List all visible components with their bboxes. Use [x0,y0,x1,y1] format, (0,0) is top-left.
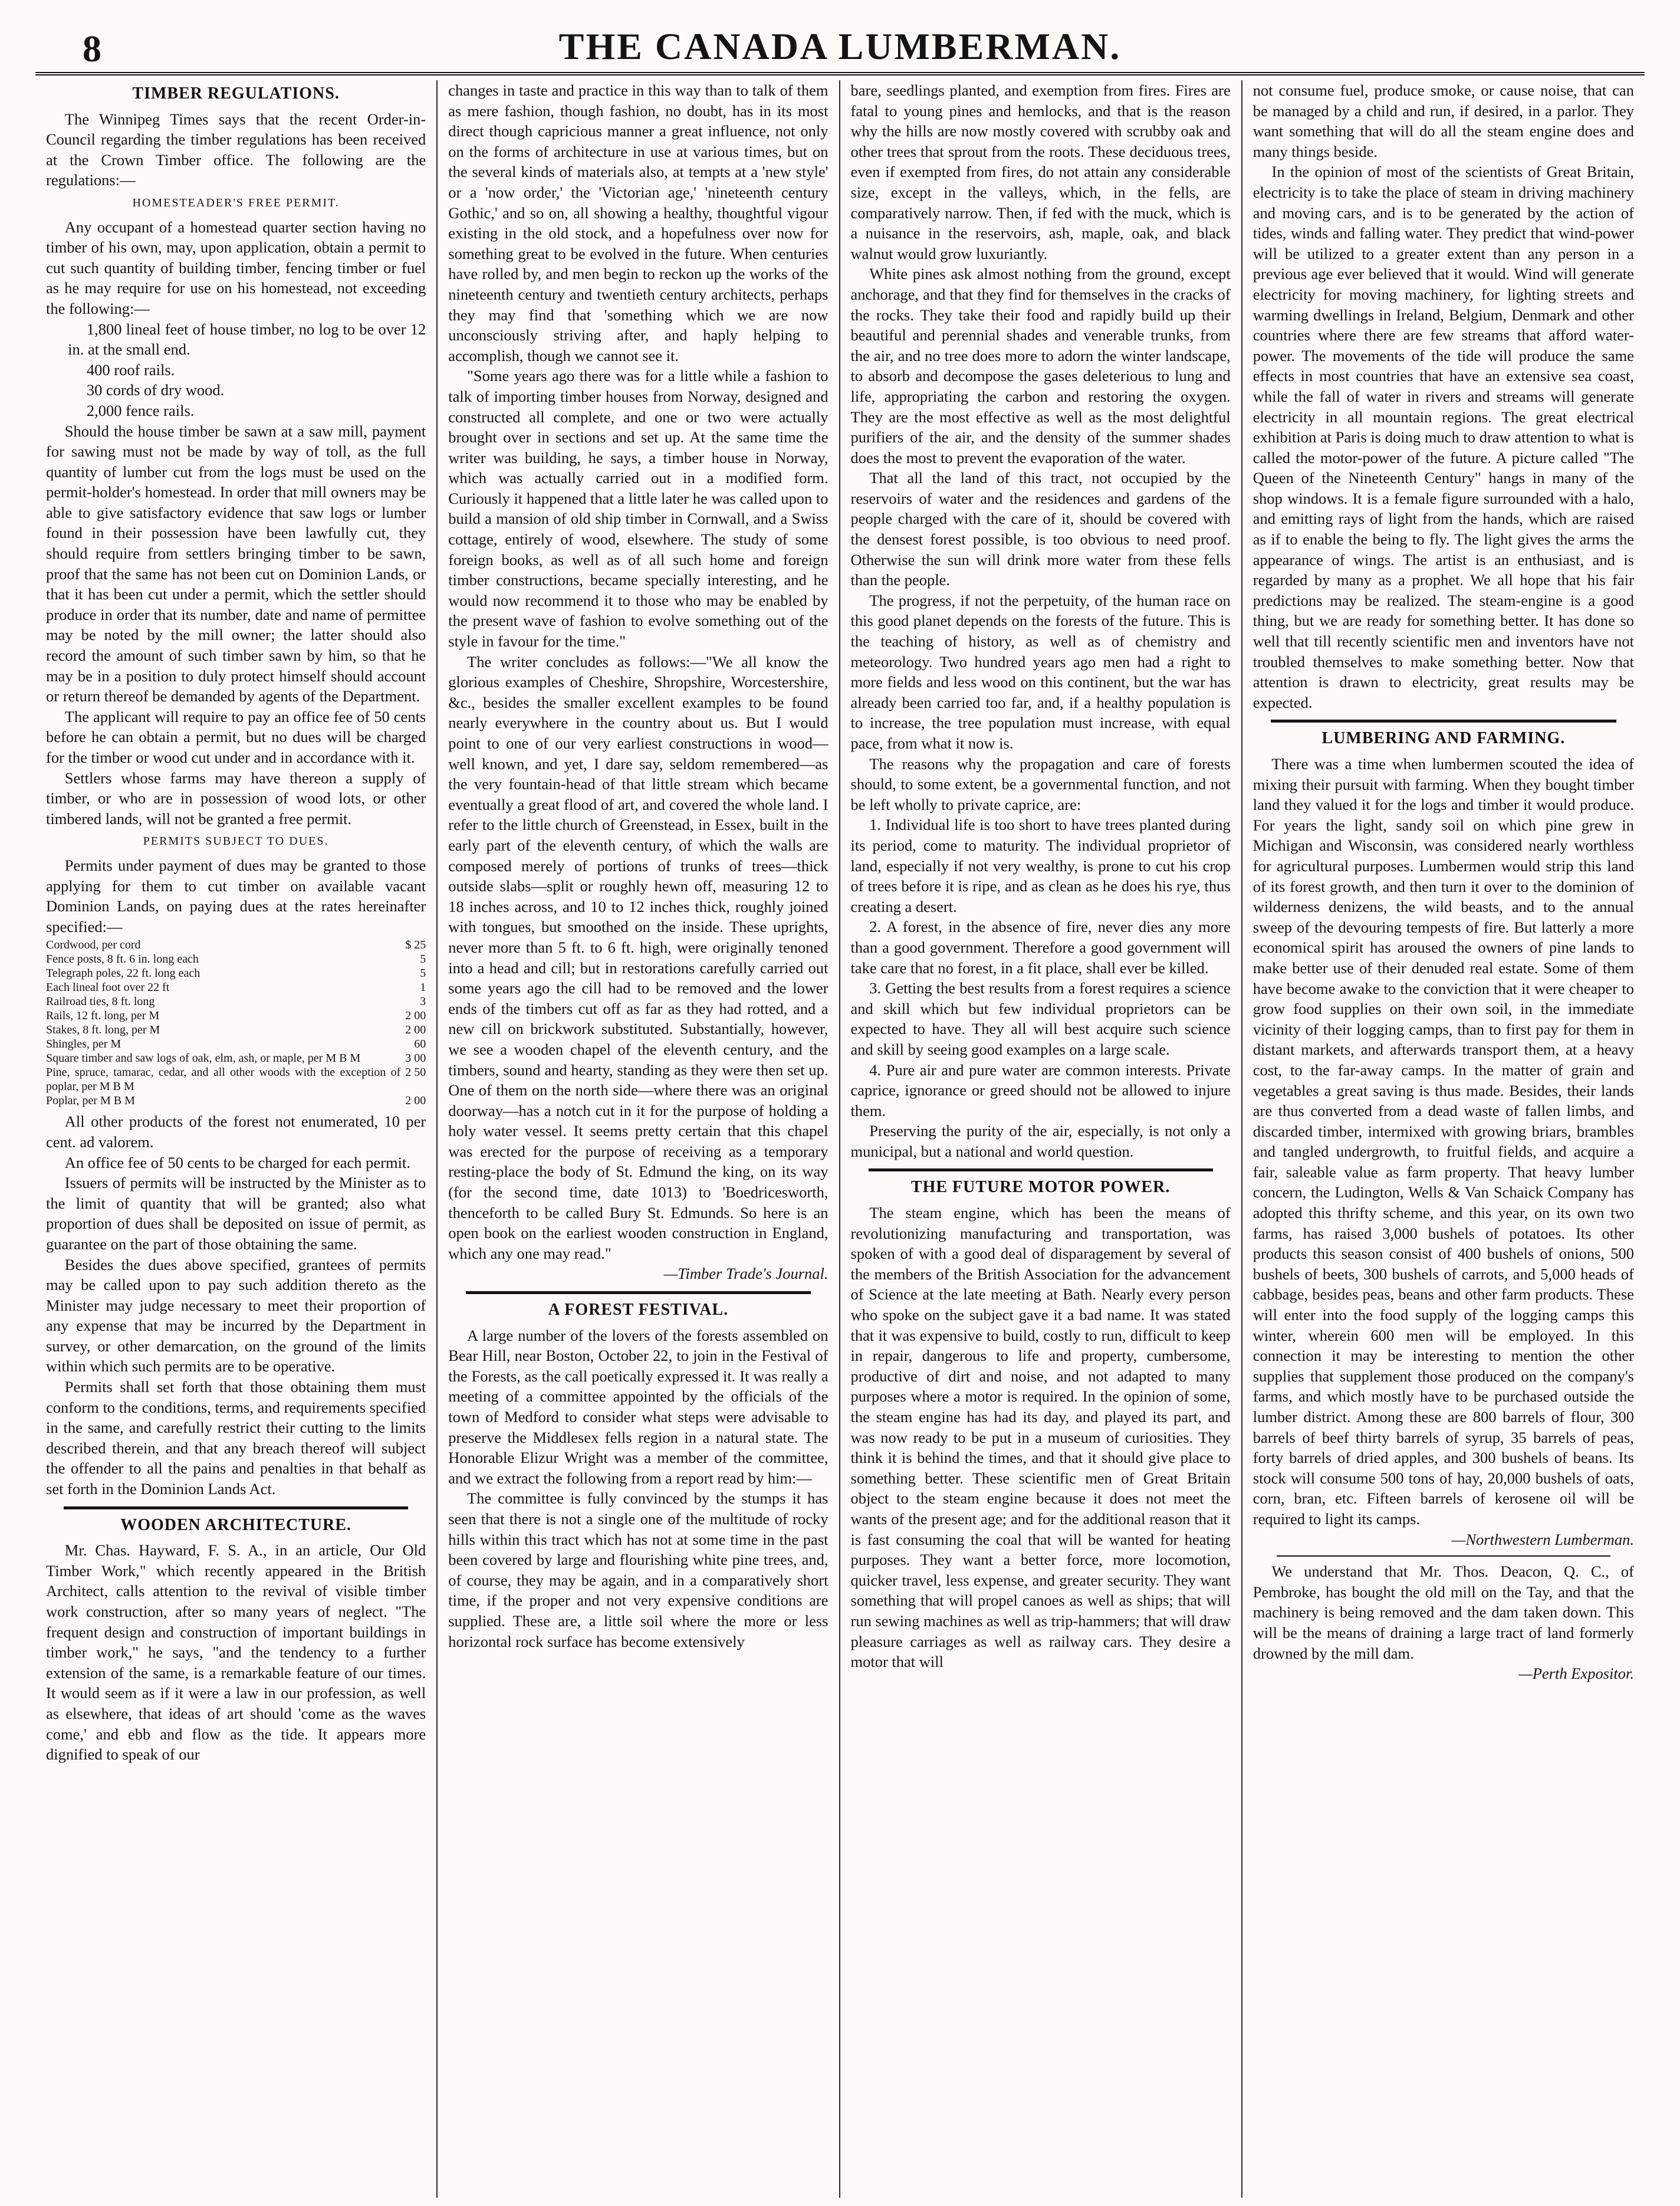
table-row [46,1065,426,1094]
paragraph: All other products of the forest not enumerated, 10 per cent. ad valorem. [46,1112,426,1151]
fee-item: Square timber and saw logs of oak, elm, ash, or maple, per M B M [46,1052,361,1065]
paragraph: Permits shall set forth that those obtaining them must conform to the conditions, terms, and requirements specified in the same, and carefully restrict their cutting to the limits described therein, and that any breach thereof will subject the offender to all the pains and penalties in that behalf as set forth in the Dominion Lands Act. [46,1378,426,1498]
source-credit: —Northwestern Lumberman. [1451,1530,1634,1548]
section-divider [1271,720,1616,723]
paragraph: The progress, if not the perpetuity, of the human race on this good planet depends on the forests of the future. This is the teaching of history, as well as of chemistry and meteorology. Two hundred years ago men had a right to more fields and less wood on this continent, but the war has already been carried too far, and, if a healthy population is to increase, the tree population must increase, with equal pace, from what it now is. [850,591,1231,752]
paragraph: "Some years ago there was for a little while a fashion to talk of importing timber houses from Norway, designed and constructed all complete, and one or two were actually brought over in sections and set up. At the same time the writer was building, he says, a timber house in Norway, which was actually carried out in a modified form. Curiously it happened that a little later he was called upon to build a mansion of old ship timber in Cornwall, and a Swiss cottage, entirely of wood, elsewhere. The study of some foreign books, as well as of all such home and foreign timber constructions, became specially interesting, and he would now recommend it to those who may be enabled by the present wave of fashion to evolve something out of the style in favour for the time." [448,367,829,651]
paragraph: Settlers whose farms may have thereon a supply of timber, or who are in possession of wood lots, or other timbered lands, will not be granted a free permit. [46,769,426,828]
paragraph: The steam engine, which has been the means of revolutionizing manufacturing and transportation, was spoken of with a good deal of disparagement by several of the members of the British Association for the advancement of Science at the late meeting at Bath. Nearly every person who spoke on the subject gave it a bad name. It was stated that it was expensive to build, costly to run, difficult to keep in repair, dangerous to life and property, cumbersome, productive of dirt and noise, and not adapted to many purposes where a motor is required. In the opinion of some, the steam engine has had its day, and played its part, and was now ready to be put in a museum of curiosities. They think it is behind the times, and that it should give place to something better. These scientific men of Great Britain object to the steam engine because it does not meet the wants of the present age; and for the additional reason that it is fast consuming the coal that will be wanted for heating purposes. They want a better force, more locomotion, quicker travel, less expense, and greater security. They want something that will propel canoes as well as ships; that will run sewing machines as well as trip-hammers; that will draw pleasure carriages as well as railway cars. They desire a motor that will [850,1204,1231,1671]
source-credit: —Timber Trade's Journal. [663,1265,829,1283]
column-2 [438,80,840,2198]
table-row [46,952,426,966]
paragraph: The applicant will require to pay an office fee of 50 cents before he can obtain a permit, but no dues will be charged for the timber or wood cut under and in accordance with it. [46,707,426,766]
column-3 [840,80,1242,2198]
fee-amount: $ 25 [405,938,426,952]
list-item: 1. Individual life is too short to have trees planted during its period, come to maturity. The individual proprietor of land, especially if not very wealthy, is prone to cut his crop of trees before it is ripe, and as clean as he does his rye, thus creating a desert. [850,816,1231,915]
table-row [46,980,426,994]
section-divider [1277,1555,1610,1557]
paragraph: Issuers of permits will be instructed by the Minister as to the limit of quantity that will be granted; also what proportion of dues shall be deposited on issue of permit, as guarantee on the part of those obtaining the same. [46,1174,426,1253]
source-credit: —Perth Expositor. [1518,1665,1634,1683]
table-row [46,1094,426,1108]
fee-item: Railroad ties, 8 ft. long [46,995,155,1009]
table-row [46,994,426,1009]
subheading-dues: PERMITS SUBJECT TO DUES. [143,835,329,848]
fee-amount: 2 00 [405,1023,426,1037]
fee-item: Rails, 12 ft. long, per M [46,1009,160,1023]
fee-amount: 5 [420,953,426,966]
paragraph: We understand that Mr. Thos. Deacon, Q. C., of Pembroke, has bought the old mill on the Tay, and that the machinery is being removed and the dam taken down. This will be the means of draining a large tract of land formerly drowned by the mill dam. [1252,1562,1634,1662]
fee-amount: 60 [414,1038,426,1051]
paragraph: Should the house timber be sawn at a saw mill, payment for sawing must not be made by way of toll, as the full quantity of lumber cut from the logs must be used on the permit-holder's homestead. In order that mill owners may be able to give satisfactory evidence that saw logs or lumber found in their possession have been lawfully cut, they should require from settlers bringing timber to be sawn, proof that the same has not been cut on Dominion Lands, or that it has been cut under a permit, which the settler should produce in order that its number, date and name of permittee may be noted by the mill owner; the latter should also record the amount of such timber sawn by him, so that he may be in a position to duly protect himself should account or return thereof be demanded by agents of the Department. [46,422,426,705]
allowance-item: 1,800 lineal feet of house timber, no log to be over 12 in. at the small end. [68,320,426,359]
paragraph: Any occupant of a homestead quarter section having no timber of his own, may, upon application, obtain a permit to cut such quantity of building timber, fencing timber or fuel as he may require for use on his homestead, not exceeding the following:— [46,218,426,317]
fee-item: Fence posts, 8 ft. 6 in. long each [46,953,199,966]
paragraph: In the opinion of most of the scientists of Great Britain, electricity is to take the place of steam in driving machinery and moving cars, and is to be generated by the action of tides, winds and falling water. They predict that wind-power will be utilized to a greater extent than any person in a previous age ever believed that it would. Wind will generate electricity for moving machinery, for lighting streets and warming dwellings in Ireland, Belgium, Denmark and other countries where there are few streams that afford water-power. The movements of the tide will produce the same effects in most countries that have an extensive sea coast, while the fall of water in rivers and streams will generate electricity in all mountain regions. The great electrical exhibition at Paris is doing much to draw attention to what is called the motor-power of the future. A picture called "The Queen of the Nineteenth Century" hangs in many of the shop windows. It is a female figure surrounded with a halo, and emitting rays of light from the hands, which are raised as if to enable the being to fly. The light gives the arms the appearance of wings. The artist is an enthusiast, and is regarded by many as a prophet. We all hope that his fair predictions may be realized. The steam-engine is a good thing, but we are ready for something better. It has done so well that till recently scientific men and inventors have not troubled themselves to make something better. Now that attention is drawn to electricity, great results may be expected. [1252,163,1634,711]
allowance-item: 30 cords of dry wood. [86,381,225,399]
paragraph: There was a time when lumbermen scouted the idea of mixing their pursuit with farming. When they bought timber land they valued it for the logs and timber it would produce. For years the light, sandy soil on which pine grew in Michigan and Wisconsin, was considered nearly worthless for agricultural purposes. Lumbermen would strip this land of its forest growth, and then turn it over to the dominion of wilderness denizens, the wild beasts, and to the annual sweep of the devouring tempests of fire. But latterly a more economical spirit has aroused the owners of pine lands to make better use of their denuded real estate. Some of them have become awake to the conviction that it were cheaper to grow food supplies on their own soil, in the immediate vicinity of their logging camps, than to first pay for them in distant markets, and afterwards transport them, at a heavy cost, to the far-away camps. In the matter of grain and vegetables a great saving is thus made. Besides, their lands are thus converted from a dead waste of fallen limbs, and discarded timber, intermixed with growing briars, brambles and tangled undergrowth, to fruitful fields, and acquire a fair, saleable value as farm property. That heavy lumber concern, the Ludington, Wells & Van Schaick Company has adopted this thrifty scheme, and this year, on its own two farms, has raised 3,000 bushels of potatoes. Its other products this season consist of 400 bushels of onions, 500 bushels of beets, 300 bushels of carrots, and 5,000 heads of cabbage, besides peas, beans and other farm products. These will enter into the food supply of the logging camps this winter, wherein 600 men will be employed. In this connection it may be interesting to mention the other supplies that supplement those produced on the company's farms, and which mostly have to be purchased outside the lumber district. Among these are 800 barrels of flour, 300 barrels of beef thirty barrels of syrup, 35 barrels of peas, forty barrels of dried apples, and 300 bushels of beans. Its stock will consume 500 tons of hay, 20,000 bushels of oats, corn, bran, etc. Fifteen barrels of kerosene oil will be required to light its camps. [1252,755,1634,1528]
paragraph: changes in taste and practice in this way than to talk of them as mere fashion, though fashion, no doubt, has in its most direct though capricious manner a great influence, not only on the forms of architecture in use at various times, but on the several kinds of materials also, at tempts at a 'new style' or a 'now order,' the 'Victorian age,' 'nineteenth century Gothic,' and so on, all showing a healthy, thoughtful vigour existing in the old stock, and a hopefulness over now for something great to be evolved in the future. When centuries have rolled by, and men begin to reckon up the works of the nineteenth century and twentieth century architects, perhaps they may find that 'something which we are now unconsciously striving after, and haply helping to accomplish, though we cannot see it. [448,81,829,365]
fee-amount: 2 00 [405,1094,426,1108]
paragraph: The reasons why the propagation and care of forests should, to some extent, be a governmental function, and not be left wholly to private caprice, are: [850,754,1231,813]
paragraph: Besides the dues above specified, grantees of permits may be called upon to pay such addition thereto as the Minister may judge necessary to meet their proportion of any expense that may be incurred by the Department in survey, or other demarcation, on the ground of the limits within which such permits are to be operative. [46,1255,426,1376]
column-4 [1242,80,1645,2198]
paragraph: A large number of the lovers of the forests assembled on Bear Hill, near Boston, October 22, to join in the Festival of the Forests, as the call poetically expressed it. It was really a meeting of a committee appointed by the officials of the town of Medford to consider what steps were advisable to preserve the Middlesex fells region in a natural state. The Honorable Elizur Wright was a member of the committee, and we extract the following from a report read by him:— [448,1326,829,1487]
table-row [46,1051,426,1065]
allowance-item: 400 roof rails. [86,360,175,379]
section-divider [64,1506,408,1509]
fee-amount: 2 50 [405,1066,426,1079]
subheading-homesteader: HOMESTEADER'S FREE PERMIT. [132,196,340,209]
paragraph: bare, seedlings planted, and exemption from fires. Fires are fatal to young pines and hemlocks, and that is the reason why the hills are now mostly covered with scrubby oak and other trees that sprout from the roots. These deciduous trees, even if exempted from fires, do not attain any considerable size, except in the valleys, which, in the fells, are comparatively narrow. Then, if fed with the muck, which is a nuisance in the reservoirs, ash, maple, oak, and black walnut would grow luxuriantly. [850,81,1231,262]
section-divider [466,1291,810,1294]
paragraph: Permits under payment of dues may be granted to those applying for them to cut timber on available vacant Dominion Lands, on paying dues at the rates hereinafter specified:— [46,856,426,935]
fee-amount: 3 00 [405,1052,426,1065]
fee-item: Pine, spruce, tamarac, cedar, and all other woods with the exception of poplar, per M B M [46,1066,401,1094]
paragraph: The Winnipeg Times says that the recent Order-in-Council regarding the timber regulations has been received at the Crown Timber office. The following are the regulations:— [46,110,426,189]
fee-item: Cordwood, per cord [46,938,141,952]
page-number: 8 [83,28,101,70]
paragraph: Preserving the purity of the air, especially, is not only a municipal, but a national and world question. [850,1122,1231,1160]
fee-amount: 1 [420,981,426,994]
table-row [46,1009,426,1023]
article-heading-lumbering-and-farming: LUMBERING AND FARMING. [1321,729,1566,748]
paragraph: The writer concludes as follows:—"We all know the glorious examples of Cheshire, Shropshire, Worcestershire, &c., besides the smaller excellent examples to be found nearly everywhere in the country about us. But I would point to one of our very earliest constructions in wood—well known, and yet, I dare say, seldom remembered—as the very fountain-head of that little stream which became eventually a great flood of art, and covered the whole land. I refer to the little church of Greenstead, in Essex, built in the early part of the eleventh century, of which the walls are composed merely of portions of trunks of trees—thick outside slabs—split or roughly hewn off, measuring 12 to 18 inches across, and 10 to 12 inches thick, roughly joined with tongues, but smoothed on the inside. These uprights, never more than 5 ft. to 6 ft. high, were originally tenoned into a head and cill; but in restorations carefully carried out some years ago the cill had to be removed and the lower ends of the timbers cut off as far as they had rotted, and a new cill on brickwork substituted. Substantially, however, we see a wooden chapel of the eleventh century, and the timbers, sound and hearty, standing as they were then set up. One of them on the north side—where there was an original doorway—has a notch cut in it for the purpose of holding a holy water vessel. It seems pretty certain that this chapel was erected for the purpose of receiving as a temporary resting-place the body of St. Edmund the king, on its way (for the second time, date 1013) to 'Boedricesworth, thenceforth to be called Bury St. Edmunds. So here is an open book on the earliest wooden construction in England, which any one may read." [448,652,829,1262]
fee-amount: 3 [420,995,426,1009]
masthead [35,21,1645,75]
list-item: 4. Pure air and pure water are common interests. Private caprice, ignorance or greed should not be allowed to injure them. [850,1061,1231,1120]
fee-item: Stakes, 8 ft. long, per M [46,1023,160,1037]
section-divider [869,1168,1213,1171]
paragraph: That all the land of this tract, not occupied by the reservoirs of water and the residences and gardens of the people charged with the care of it, should be covered with the densest forest possible, is too obvious to need proof. Otherwise the sun will drink more water from these fells than the people. [850,469,1231,589]
fee-amount: 2 00 [405,1009,426,1023]
table-row [46,1037,426,1051]
article-heading-forest-festival: A FOREST FESTIVAL. [548,1301,729,1319]
list-item: 3. Getting the best results from a forest requires a science and skill which but few individual proprietors can be expected to have. They all will best acquire such science and skill by seeing good examples on a large scale. [850,979,1231,1058]
fee-item: Telegraph poles, 22 ft. long each [46,967,200,980]
paragraph: White pines ask almost nothing from the ground, except anchorage, and that they find for themselves in the cracks of the rocks. They take their food and rapidly build up their beautiful and perennial shades and venerable trunks, from the air, and no tree does more to adorn the winter landscape, to absorb and decompose the gases deleterious to lung and life, appropriating the carbon and restoring the oxygen. They are the most effective as well as the most delightful purifiers of the air, and the density of the summer shades does the most to prevent the evaporation of the water. [850,265,1231,467]
article-heading-timber-regulations: TIMBER REGULATIONS. [132,84,340,103]
paragraph: not consume fuel, produce smoke, or cause noise, that can be managed by a child and run, if desired, in a parlor. They want something that will do all the steam engine does and many things beside. [1252,81,1634,160]
table-row [46,938,426,952]
table-row [46,1023,426,1037]
fee-item: Shingles, per M [46,1038,121,1051]
newspaper-title: THE CANADA LUMBERMAN. [558,25,1122,67]
article-heading-wooden-architecture: WOODEN ARCHITECTURE. [120,1515,352,1534]
paragraph: The committee is fully convinced by the stumps it has seen that there is not a single one of the multitude of rocky hills within this tract which has not at some time in the past been covered by large and flourishing white pine trees, and, of course, they may be again, and in a comparatively short time, if the proper and not very expensive conditions are supplied. These are, a little soil where the more or less horizontal rock surface has become extensively [448,1489,829,1650]
fee-item: Each lineal foot over 22 ft [46,981,170,994]
fee-amount: 5 [420,967,426,980]
column-1 [35,80,438,2198]
dues-table [46,938,426,1108]
fee-item: Poplar, per M B M [46,1094,135,1108]
allowance-item: 2,000 fence rails. [86,401,195,419]
article-columns [35,80,1645,2198]
list-item: 2. A forest, in the absence of fire, never dies any more than a good government. Therefore a good government will take care that no forest, in a fit place, shall ever be killed. [850,918,1231,977]
paragraph: An office fee of 50 cents to be charged for each permit. [64,1153,410,1171]
article-heading-future-motor-power: THE FUTURE MOTOR POWER. [910,1178,1171,1197]
table-row [46,966,426,980]
paragraph: Mr. Chas. Hayward, F. S. A., in an article, Our Old Timber Work," which recently appeared in the British Architect, calls attention to the revival of visible timber work construction, after so many years of neglect. "The frequent design and construction of important buildings in timber work," he says, "and the tendency to a further extension of the same, is a remarkable feature of our times. It would seem as if it were a law in our profession, as well as elsewhere, that ideas of art should 'come as the waves come,' and ebb and flow as the tide. It appears more dignified to speak of our [46,1541,426,1764]
